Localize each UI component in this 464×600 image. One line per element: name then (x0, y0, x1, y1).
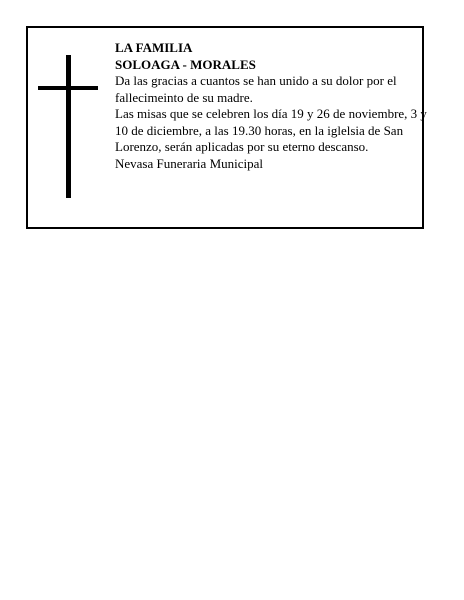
cross-vertical-bar (66, 55, 71, 198)
funeral-home: Nevasa Funeraria Municipal (115, 155, 264, 171)
cross-horizontal-bar (38, 86, 98, 90)
masses-paragraph: Las misas que se celebren los día 19 y 26 de noviembre, 3 y 10 de diciembre, a las 19.30 horas, en la iglelsia de San Lorenzo, serán aplicadas por su eterno descanso. (115, 106, 427, 154)
notice-text (115, 40, 427, 172)
family-label: LA FAMILIA (115, 40, 193, 55)
obituary-notice (26, 26, 427, 229)
thanks-paragraph: Da las gracias a cuantos se han unido a su dolor por el fallecimeinto de su madre. (115, 73, 397, 105)
family-name: SOLOAGA - MORALES (115, 56, 256, 72)
